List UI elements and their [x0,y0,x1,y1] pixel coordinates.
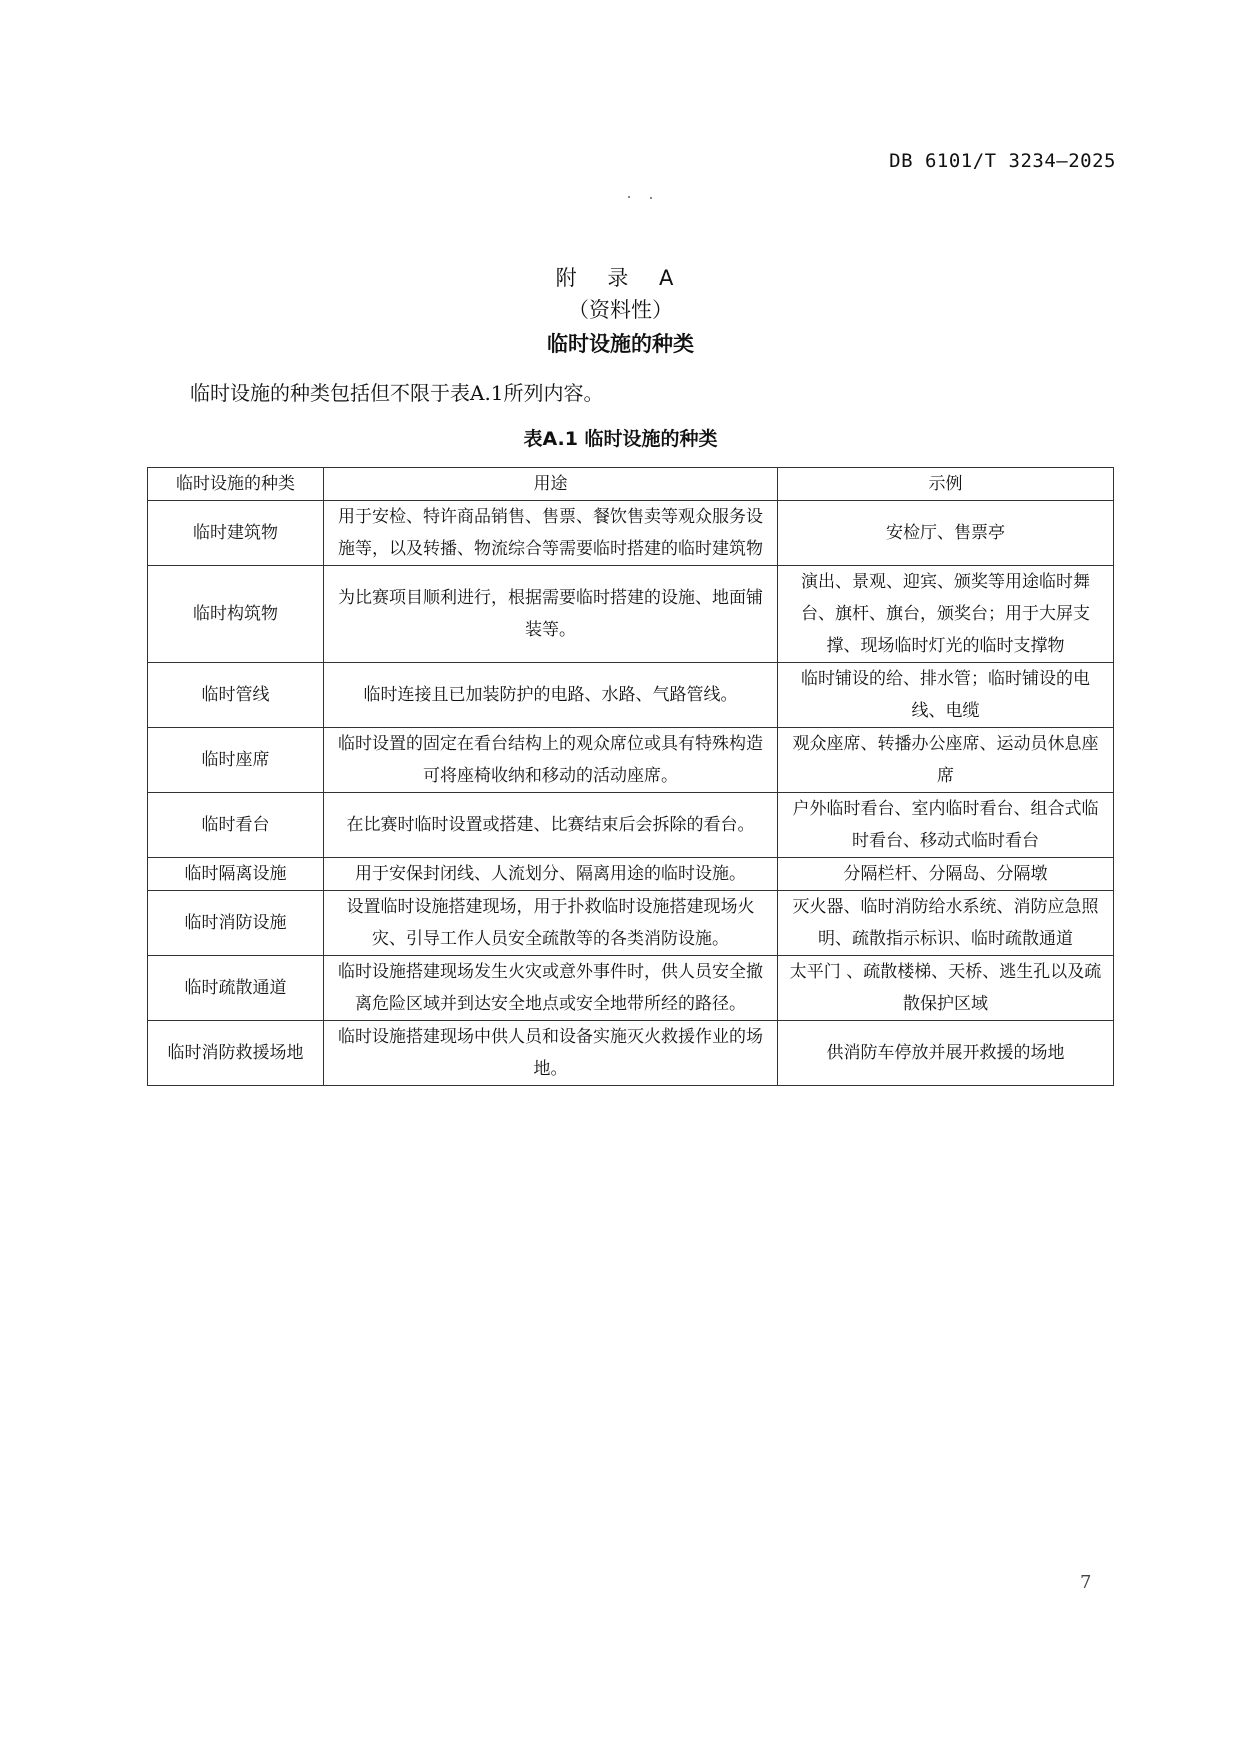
cell-type: 临时消防救援场地 [148,1021,324,1086]
cell-example: 户外临时看台、室内临时看台、组合式临时看台、移动式临时看台 [778,793,1114,858]
cell-type: 临时构筑物 [148,566,324,663]
cell-example: 太平门 、疏散楼梯、天桥、逃生孔以及疏散保护区域 [778,956,1114,1021]
document-code: DB 6101/T 3234—2025 [889,150,1116,172]
cell-type: 临时建筑物 [148,501,324,566]
page-number: 7 [1080,1572,1092,1593]
cell-example: 灭火器、临时消防给水系统、消防应急照明、疏散指示标识、临时疏散通道 [778,891,1114,956]
header-usage: 用途 [324,468,778,501]
table-row [148,793,1114,858]
table-row [148,566,1114,663]
facilities-table [147,467,1114,1086]
cell-usage: 临时设施搭建现场发生火灾或意外事件时，供人员安全撤离危险区域并到达安全地点或安全地带所经的路径。 [324,956,778,1021]
cell-type: 临时疏散通道 [148,956,324,1021]
cell-usage: 临时连接且已加装防护的电路、水路、气路管线。 [324,663,778,728]
cell-example: 供消防车停放并展开救援的场地 [778,1021,1114,1086]
cell-usage: 临时设置的固定在看台结构上的观众席位或具有特殊构造可将座椅收纳和移动的活动座席。 [324,728,778,793]
intro-paragraph: 临时设施的种类包括但不限于表A.1所列内容。 [190,381,604,405]
cell-usage: 用于安保封闭线、人流划分、隔离用途的临时设施。 [324,858,778,891]
header-type: 临时设施的种类 [148,468,324,501]
scan-marks [628,194,658,200]
cell-type: 临时管线 [148,663,324,728]
cell-example: 观众座席、转播办公座席、运动员休息座席 [778,728,1114,793]
cell-usage: 在比赛时临时设置或搭建、比赛结束后会拆除的看台。 [324,793,778,858]
table-caption: 表A.1 临时设施的种类 [523,428,718,450]
cell-usage: 用于安检、特许商品销售、售票、餐饮售卖等观众服务设施等，以及转播、物流综合等需要临时搭建的临时建筑物 [324,501,778,566]
appendix-type: （资料性） [568,298,673,322]
cell-type: 临时座席 [148,728,324,793]
table-row [148,728,1114,793]
table-row [148,501,1114,566]
cell-usage: 为比赛项目顺利进行，根据需要临时搭建的设施、地面铺装等。 [324,566,778,663]
header-example: 示例 [778,468,1114,501]
cell-type: 临时看台 [148,793,324,858]
cell-example: 安检厅、售票亭 [778,501,1114,566]
cell-example: 分隔栏杆、分隔岛、分隔墩 [778,858,1114,891]
table-row [148,1021,1114,1086]
cell-usage: 设置临时设施搭建现场，用于扑救临时设施搭建现场火灾、引导工作人员安全疏散等的各类消防设施。 [324,891,778,956]
appendix-subject: 临时设施的种类 [547,332,694,356]
cell-type: 临时消防设施 [148,891,324,956]
table-row [148,663,1114,728]
table-row [148,891,1114,956]
table-row [148,956,1114,1021]
cell-example: 临时铺设的给、排水管；临时铺设的电线、电缆 [778,663,1114,728]
table-row [148,858,1114,891]
table-header-row [148,468,1114,501]
cell-usage: 临时设施搭建现场中供人员和设备实施灭火救援作业的场地。 [324,1021,778,1086]
cell-type: 临时隔离设施 [148,858,324,891]
cell-example: 演出、景观、迎宾、颁奖等用途临时舞台、旗杆、旗台，颁奖台；用于大屏支撑、现场临时灯光的临时支撑物 [778,566,1114,663]
appendix-title: 附 录 A [555,266,686,290]
